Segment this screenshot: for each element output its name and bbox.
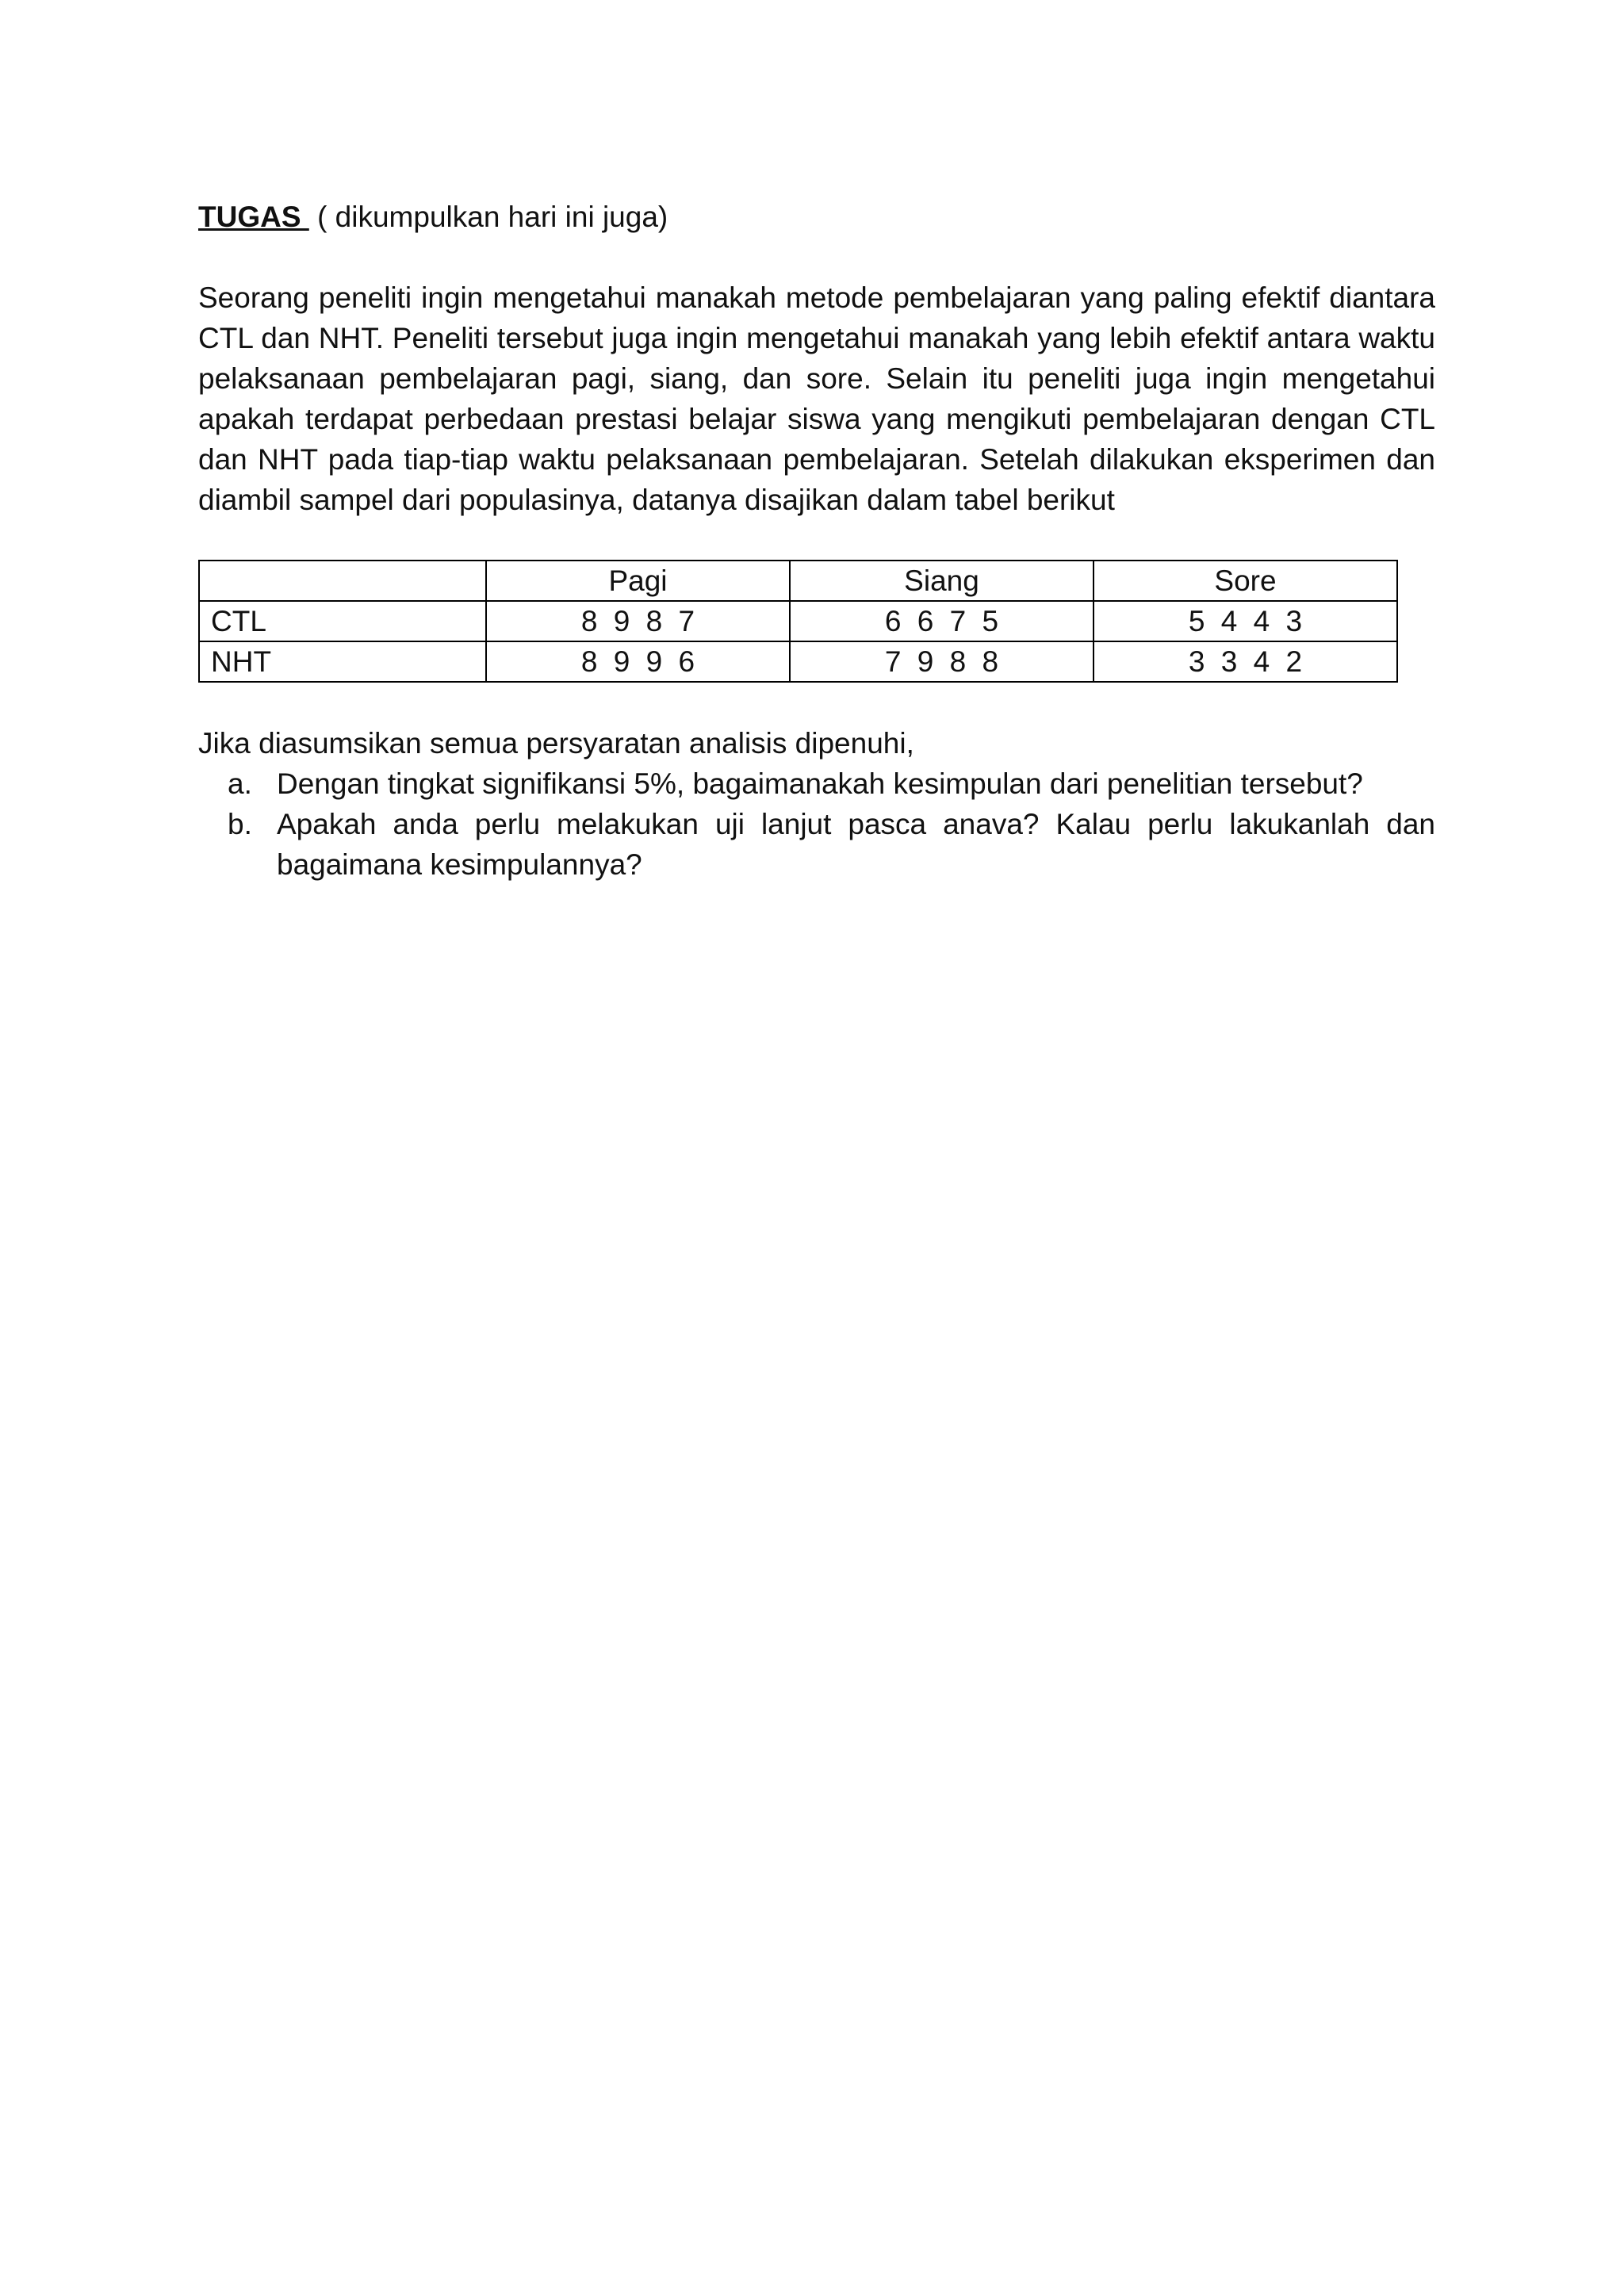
data-table xyxy=(198,560,1398,683)
problem-paragraph: Seorang peneliti ingin mengetahui manakah metode pembelajaran yang paling efektif diantara CTL dan NHT. Peneliti tersebut juga ingin mengetahui manakah yang lebih efektif antara waktu pelaksanaan pembelajaran pagi, siang, dan sore. Selain itu peneliti juga ingin mengetahui apakah terdapat perbedaan prestasi belajar siswa yang mengikuti pembelajaran dengan CTL dan NHT pada tiap-tiap waktu pelaksanaan pembelajaran. Setelah dilakukan eksperimen dan diambil sampel dari populasinya, datanya disajikan dalam tabel berikut xyxy=(198,281,1435,516)
table-cell: 7 9 8 8 xyxy=(790,641,1094,682)
title-underline-space xyxy=(301,201,309,233)
table-header-row xyxy=(199,561,1397,601)
question-item xyxy=(198,804,1435,885)
assumption-text: Jika diasumsikan semua persyaratan analisis dipenuhi, xyxy=(198,727,914,760)
table-header-cell: Pagi xyxy=(486,561,790,601)
question-marker: a. xyxy=(228,767,252,800)
table-cell: 3 3 4 2 xyxy=(1094,641,1397,682)
table-row-label: CTL xyxy=(199,601,486,641)
table-cell: 8 9 8 7 xyxy=(486,601,790,641)
table-row xyxy=(199,641,1397,682)
document-content xyxy=(198,197,1435,885)
assignment-heading xyxy=(198,197,1435,237)
table-row-label: NHT xyxy=(199,641,486,682)
table-cell: 8 9 9 6 xyxy=(486,641,790,682)
table-header-cell: Siang xyxy=(790,561,1094,601)
table-cell: 6 6 7 5 xyxy=(790,601,1094,641)
table-cell: 5 4 4 3 xyxy=(1094,601,1397,641)
question-marker: b. xyxy=(228,808,252,840)
assignment-title: TUGAS xyxy=(198,201,301,233)
question-list xyxy=(198,763,1435,885)
question-item xyxy=(198,763,1435,804)
question-text: Apakah anda perlu melakukan uji lanjut pasca anava? Kalau perlu lakukanlah dan bagaimana kesimpulannya? xyxy=(277,808,1435,881)
assignment-subtitle: ( dikumpulkan hari ini juga) xyxy=(317,201,668,233)
question-text: Dengan tingkat signifikansi 5%, bagaimanakah kesimpulan dari penelitian tersebut? xyxy=(277,767,1363,800)
table-row xyxy=(199,601,1397,641)
table-header-cell: Sore xyxy=(1094,561,1397,601)
table-header-cell xyxy=(199,561,486,601)
